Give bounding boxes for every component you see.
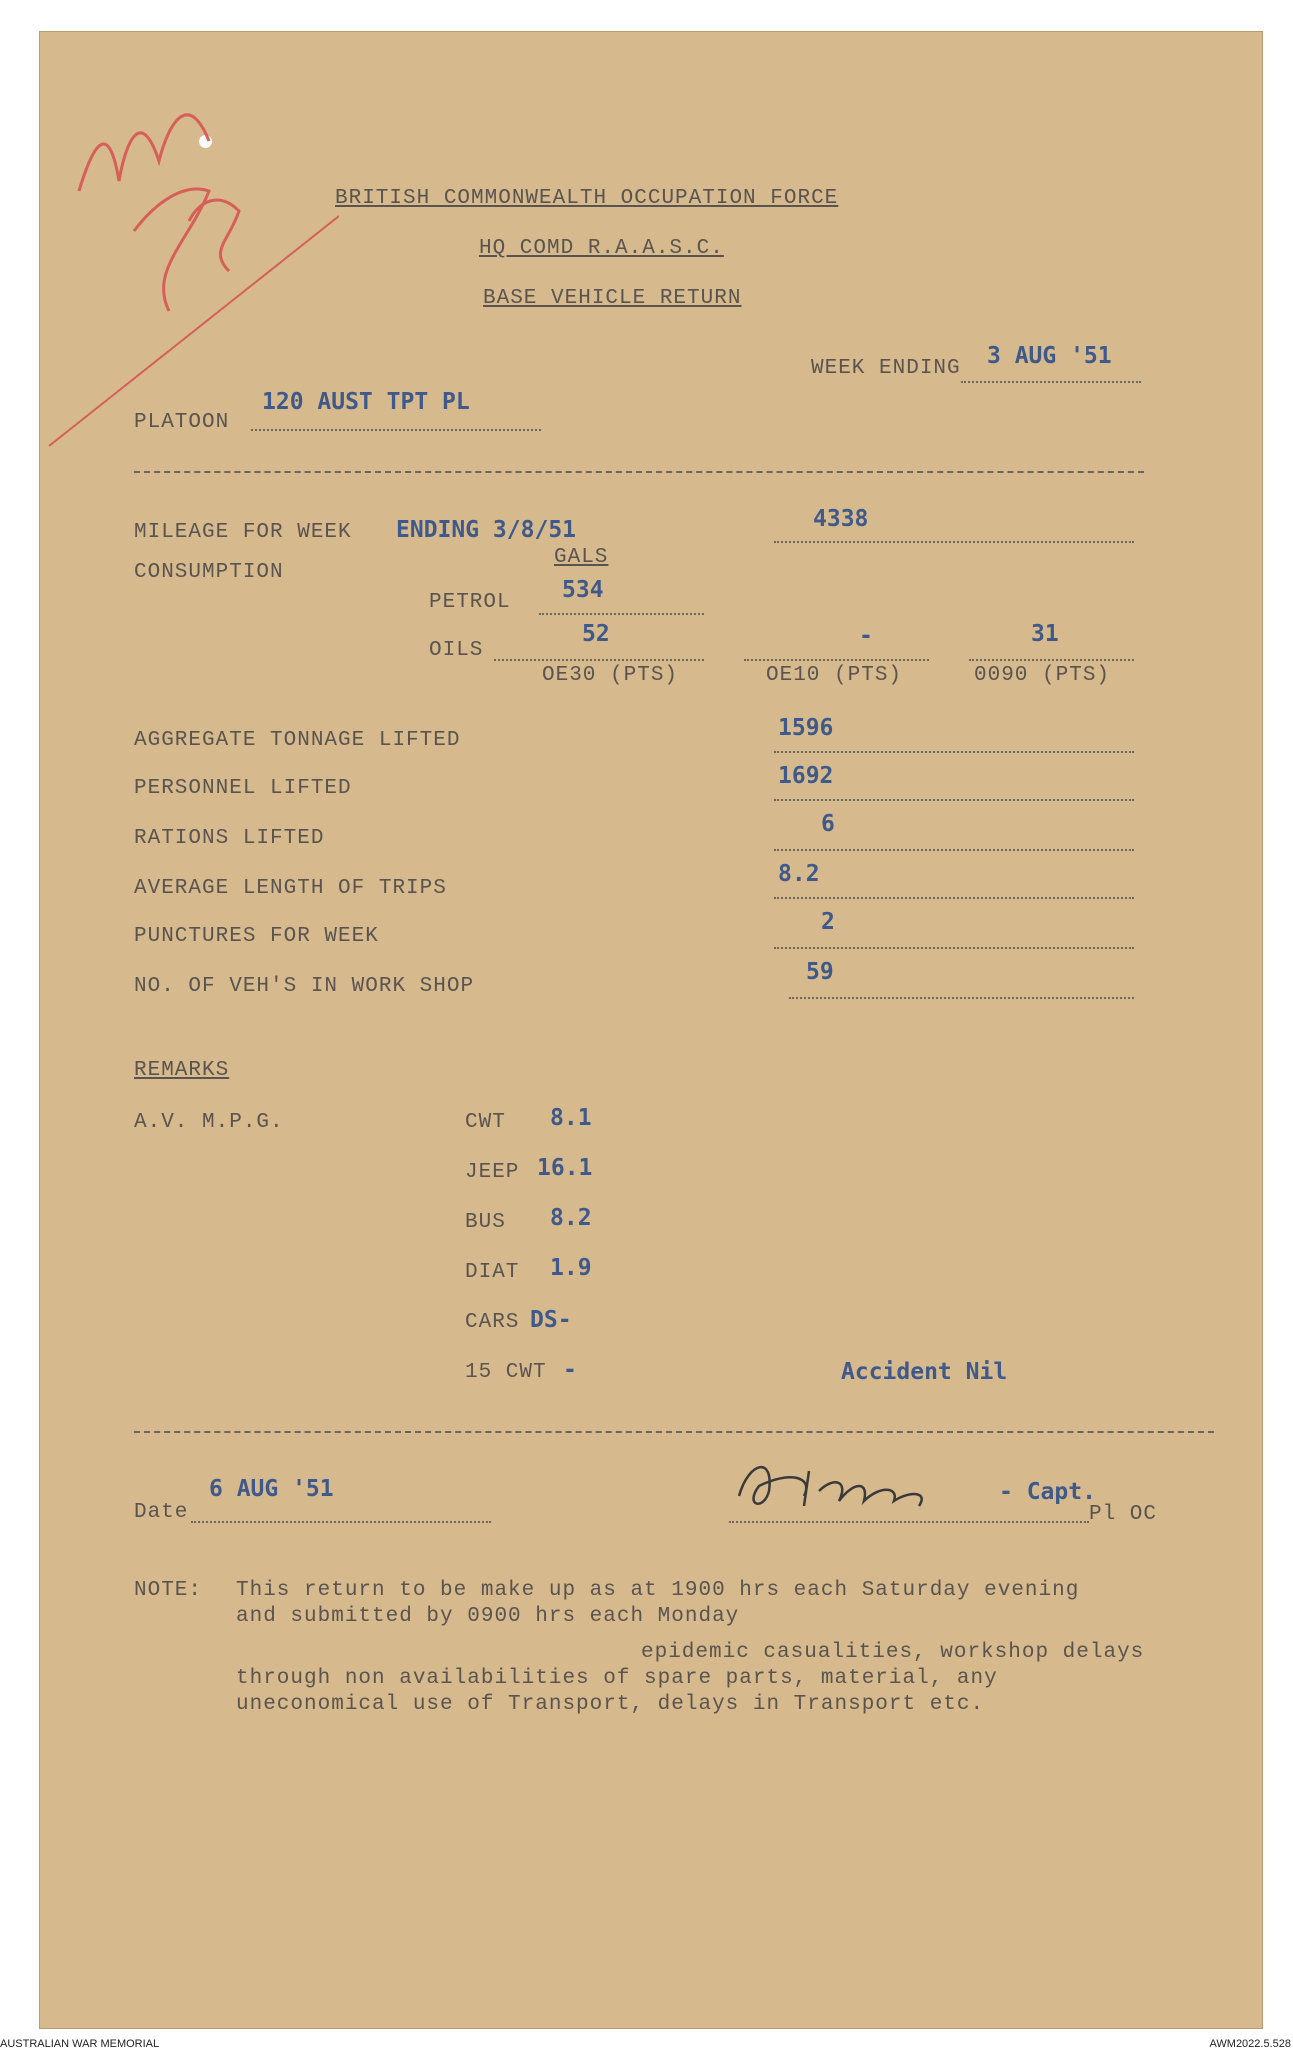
oil2-unit: OE10 (PTS): [766, 664, 903, 687]
remarks-title: REMARKS: [134, 1059, 230, 1082]
date-label: Date: [134, 1501, 189, 1524]
remarks-item-value: 8.2: [550, 1205, 592, 1231]
red-pencil-annotation: [39, 31, 339, 451]
trip-label: AVERAGE LENGTH OF TRIPS: [134, 877, 447, 900]
week-ending-label: WEEK ENDING: [811, 357, 961, 380]
trip-line: [774, 897, 1134, 899]
note-label: NOTE:: [134, 1579, 203, 1602]
footer-left: AUSTRALIAN WAR MEMORIAL: [0, 2038, 160, 2050]
tonnage-value: 1596: [778, 715, 834, 741]
remarks-item-label: JEEP: [465, 1161, 520, 1184]
role-label: Pl OC: [1089, 1503, 1158, 1526]
mpg-label: A.V. M.P.G.: [134, 1111, 284, 1134]
oil3-line: [969, 659, 1134, 661]
workshop-value: 59: [806, 959, 834, 985]
signature-line: [729, 1521, 1089, 1523]
week-ending-line: [961, 381, 1141, 383]
accident-note: Accident Nil: [841, 1359, 1008, 1385]
oil1-value: 52: [582, 621, 610, 647]
trip-value: 8.2: [778, 861, 820, 887]
week-ending-value: 3 AUG '51: [987, 343, 1112, 369]
personnel-value: 1692: [778, 763, 834, 789]
oil3-value: 31: [1031, 621, 1059, 647]
remarks-item-value: DS-: [530, 1307, 572, 1333]
workshop-label: NO. OF VEH'S IN WORK SHOP: [134, 975, 475, 998]
punctures-label: PUNCTURES FOR WEEK: [134, 925, 379, 948]
platoon-line: [251, 429, 541, 431]
punctures-line: [774, 947, 1134, 949]
remarks-item-label: CWT: [465, 1111, 506, 1134]
divider-bottom: [134, 1431, 1214, 1433]
remarks-item-value: 8.1: [550, 1105, 592, 1131]
header-title: BRITISH COMMONWEALTH OCCUPATION FORCE: [335, 187, 839, 210]
document-page: [39, 31, 1263, 2029]
oil2-value: -: [859, 623, 873, 649]
remarks-item-value: 1.9: [550, 1255, 592, 1281]
punctures-value: 2: [821, 909, 835, 935]
mileage-value: 4338: [813, 506, 869, 532]
consumption-label: CONSUMPTION: [134, 561, 284, 584]
petrol-value: 534: [562, 577, 604, 603]
tonnage-label: AGGREGATE TONNAGE LIFTED: [134, 729, 461, 752]
rations-value: 6: [821, 811, 835, 837]
personnel-line: [774, 799, 1134, 801]
oil2-line: [744, 659, 929, 661]
footer-right: AWM2022.5.528: [1209, 2038, 1291, 2050]
petrol-line: [539, 613, 704, 615]
remarks-item-label: CARS: [465, 1311, 520, 1334]
note-line: and submitted by 0900 hrs each Monday: [236, 1605, 740, 1628]
mileage-stamp: ENDING 3/8/51: [396, 517, 577, 543]
note-line: uneconomical use of Transport, delays in Transport etc.: [236, 1693, 985, 1716]
header-unit: HQ COMD R.A.A.S.C.: [479, 237, 724, 260]
rank-label: - Capt.: [999, 1479, 1096, 1505]
header-form-title: BASE VEHICLE RETURN: [483, 287, 742, 310]
note-line: through non availabilities of spare parts, material, any: [236, 1667, 998, 1690]
platoon-label: PLATOON: [134, 411, 230, 434]
mileage-label: MILEAGE FOR WEEK: [134, 521, 352, 544]
remarks-item-label: 15 CWT: [465, 1361, 547, 1384]
tonnage-line: [774, 751, 1134, 753]
petrol-label: PETROL: [429, 591, 511, 614]
personnel-label: PERSONNEL LIFTED: [134, 777, 352, 800]
rations-label: RATIONS LIFTED: [134, 827, 325, 850]
date-line: [191, 1521, 491, 1523]
remarks-item-label: BUS: [465, 1211, 506, 1234]
mileage-line: [774, 541, 1134, 543]
platoon-value: 120 AUST TPT PL: [262, 389, 470, 415]
rations-line: [774, 849, 1134, 851]
divider-top: [134, 471, 1144, 473]
oil1-line: [494, 659, 704, 661]
note-line: This return to be make up as at 1900 hrs each Saturday evening: [236, 1579, 1080, 1602]
signature: [719, 1451, 1019, 1521]
oil1-unit: OE30 (PTS): [542, 664, 679, 687]
oils-label: OILS: [429, 639, 484, 662]
workshop-line: [789, 997, 1134, 999]
remarks-item-value: -: [563, 1357, 577, 1383]
note-line: epidemic casualities, workshop delays: [641, 1641, 1145, 1664]
remarks-item-value: 16.1: [537, 1155, 593, 1181]
gals-label: GALS: [554, 546, 609, 569]
date-value: 6 AUG '51: [209, 1476, 334, 1502]
oil3-unit: 0090 (PTS): [974, 664, 1111, 687]
remarks-item-label: DIAT: [465, 1261, 520, 1284]
